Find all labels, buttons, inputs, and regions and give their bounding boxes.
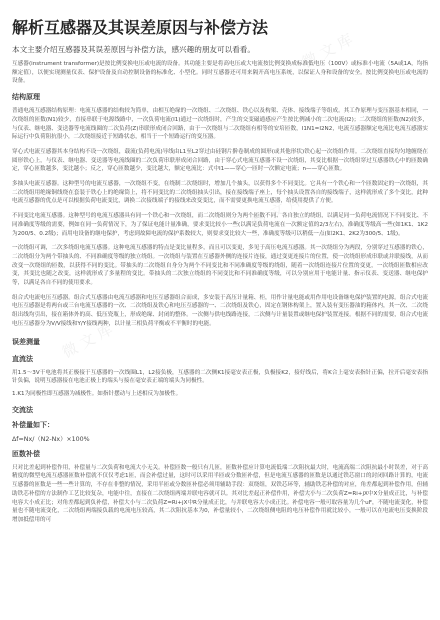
paragraph-adjustable-ct: 一次绕组可调，二次多绕组电流互感器。这种电流互感器的特点是变比量程多，而且可以变更，多见于高压电流互感器。其一次绕组分为两段，分别穿过互感器的铁心，二次绕组分为两个带抽头的、不同准确度等级的独立绕组。一次绕组与装置在互感器外侧的连接片连接，通过变更连接片的位置，使一次绕组形成串联或并联接线，从而改变一次绕组的匝数，以获得不同的变比。带抽头的二次绕组自身分为两个不同变比和不同准确度等级的绕组，随着一次绕组连接片位置的变更，一次绕组匝数相应改变，其变比也随之改变，这样就形成了多量程的变比。带抽头的二次独立绕组的不同变比和不同准确度等级，可以分别应用于电能计量、指示仪表、变送器、继电保护等，以满足各自不同的使用要求。 xyxy=(12,245,428,287)
watermark: 微 文 库 xyxy=(59,320,116,362)
section-heading-turns-compensation: 匝数补偿 xyxy=(12,449,40,458)
paragraph-through-core-ct: 穿心式电流互感器其本身结构不设一次绕组，载流(负荷电流)导线由L1至L2穿过由硅钢片擀卷制成的圆形(或其他形状)铁心起一次绕组作用。二次绕组直接均匀地缠绕在圆形铁心上，与仪表、继电器、变送器等电流线圈的二次负荷串联形成闭合回路，由于穿心式电流互感器不设一次绕组，其变比根据一次绕组穿过互感器铁心中的匝数确定，穿心匝数越多，变比越小；反之，穿心匝数越少，变比越大，额定电流比：式中I1——穿心一匝时一次额定电流；n——穿心匝数。 xyxy=(12,148,428,173)
paragraph-dc-method: 用1.5～3V干电池将其正极接于互感器的一次线圈L1，L2接负极，互感器的二次侧K1接毫安表正极，负极接K2，接好线后，将K合上毫安表指针正偏，拉开后毫安表指针负偏，说明互感器接在电池正极上的端头与接在毫安表正端的端头为同极性。 xyxy=(12,369,428,385)
section-heading-compensation: 补偿量如下： xyxy=(12,420,54,429)
section-heading-dc-method: 直流法 xyxy=(12,354,33,363)
paragraph-polarity: 1.K1为同极性即互感器为减极性。如指针摆动与上述相反为加极性。 xyxy=(12,390,182,397)
section-heading-error: 误差测量 xyxy=(12,337,40,346)
page-title: 解析互感器及其误差原因与补偿方法 xyxy=(12,18,269,37)
watermark: 微 文 库 xyxy=(299,460,356,502)
paragraph-ordinary-ct: 普通电流互感器结构原理：电流互感器的结构较为简单，由相互绝缘的一次绕组、二次绕组、铁心以及构架、壳体、接线端子等组成。其工作原理与变压器基本相同，一次绕组的匝数(N1)较少，直接串联于电源线路中，一次负荷电流(I1)通过一次绕组时，产生的交变磁通感应产生按比例减小的二次电流(I2)；二次绕组的匝数(N2)较多，与仪表、继电器、变送器等电流线圈的二次负荷(Z)串联形成闭合回路，由于一次绕组与二次绕组有相等的安培匝数，I1N1=I2N2，电流互感器额定电流比电流互感器实际运行中负荷阻抗很小，二次绕组接近于短路状态，相当于一个短路运行的变压器。 xyxy=(12,108,428,141)
paragraph-different-ratio-ct: 不同变比电流互感器。这种型号的电流互感器具有同一个铁心和一次绕组，而二次绕组则分为两个匝数不同、各自独立的绕组，以满足同一负荷电流情况下不同变比、不同准确度等级的需要，例如在同一负荷情况下，为了保证电能计量准确，要求变比较小一些(以满足负荷电流在一次额定值的2/3左右)，准确度等级高一些(如1K1、1K2为200/5、0.2级)；而用电设备的继电保护，考虑到故障电流的保护系数较大，则要求变比较大一些，准确度等级可以稍低一点(如2K1、2K2为300/5、1级)。 xyxy=(12,213,428,237)
compensation-formula: Δf=Nx/（N2-Nx）×100% xyxy=(12,435,90,443)
paragraph-turns-compensation: 只对比差起到补偿作用，补偿量与二次负荷和电流大小无关。补偿匝数一般只有几匝，匝数补偿应计算电流低端二次阻抗最大时，电流高端二次阻抗最小时误差，对于高精度的微型电流互感器匝数补偿就不仅仅考虑1匝，而会补偿过量，这时可以采用半匝或分数匝补偿，但是电流互感器的匝数是以通过铁芯窗口的封闭回路计算的，电流互感器的匝数是一些一些计算的，不存在非整的情况，采用半匝或分数匝补偿必须用辅助手段：双绕组，双铁芯环等，辅助铁芯补偿的对应，角差都起到补偿作用，但辅助铁芯补偿的方法制作工艺比较复杂，电能中往，直接在二次绕组两端并联电容就可以。其对比差起正补偿作用，补偿大小与二次负荷Z=Ri+jX中X分量成正比，与补偿电容大小成正比；对角差都起到负补偿，补偿大小与二次负荷Z=Ri+jX中R分量成正比，与并联电容大小成正比。补偿电容一般可取容量为几个uF，不随电流变化，补偿量也不随电流变化，二次绕组两端接负载的电流电压较高，其二次阻抗基本为0，补偿量较小，二次绕组侧电阻的电压补偿作用就比较小，一般可以在电流电压变换阶段增加抵偿用的可 xyxy=(12,464,428,523)
watermark: 微 文 库 xyxy=(249,190,306,232)
intro-text: 本文主要介绍互感器及其误差原因与补偿方法，感兴趣的朋友可以看看。 xyxy=(12,45,255,54)
section-heading-ac-method: 交流法 xyxy=(12,405,33,414)
article-body xyxy=(12,60,428,525)
watermark: 微 文 库 xyxy=(299,30,356,72)
paragraph-combined-transformer: 组合式电流电压互感器。组合式互感器由电流互感器和电压互感器组合而成，多安装于高压计量箱、柜，用作计量电能或用作用电设备继电保护装置的电源。组合式电流电压互感器是将两台或三台电流互感器的一次、二次绕组及铁心和电压互感器的一、二次绕组及铁心，固定在钢体构架上，置入装有变压器油的箱体内，其一次、二次绕组出线均引出，接在箱体外的高、低压瓷瓶上，形成绝缘、封闭的整体。一次侧与供电线路连接，二次侧与计量装置或继电保护装置连接。根据不同的需要，组合式电流电压互感器分为V/V接线和Y/Y接线两种，以计量三相负荷平衡或不平衡时的电能。 xyxy=(12,294,428,327)
paragraph-definition: 互感器(instrument transformer)是按比例变换电压或电流的设备。其功能主要是将高电压或大电流按比例变换成标准低电压（100V）或标准小电流（5A或1A，均指额定值），以便实现测量仪表、保护设备及自动控制设备的标准化、小型化。同时互感器还可用来隔开高电压系统，以保证人身和设备的安全。按比例变换电压或电流的设备。 xyxy=(12,61,428,85)
section-heading-structure: 结构原理 xyxy=(12,93,40,102)
paragraph-multi-tap-ct: 多抽头电流互感器。这种型号的电流互感器，一次绕组不变，在绕制二次绕组时，增加几个抽头，以获得多个不同变比。它具有一个铁心和一个匝数固定的一次绕组，其二次绕组用绝缘铜线绕在套装于铁心上的绝缘筒上，将不同变比的二次绕组抽头引出，接在接线端子座上，每个抽头设置各自的接线端子，这样就形成了多个变比，此种电流互感器的优点是可以根据负荷电流变比，调换二次接线端子的接线来改变变比，而不需要更换电流互感器，给使用提供了方便。 xyxy=(12,181,428,205)
